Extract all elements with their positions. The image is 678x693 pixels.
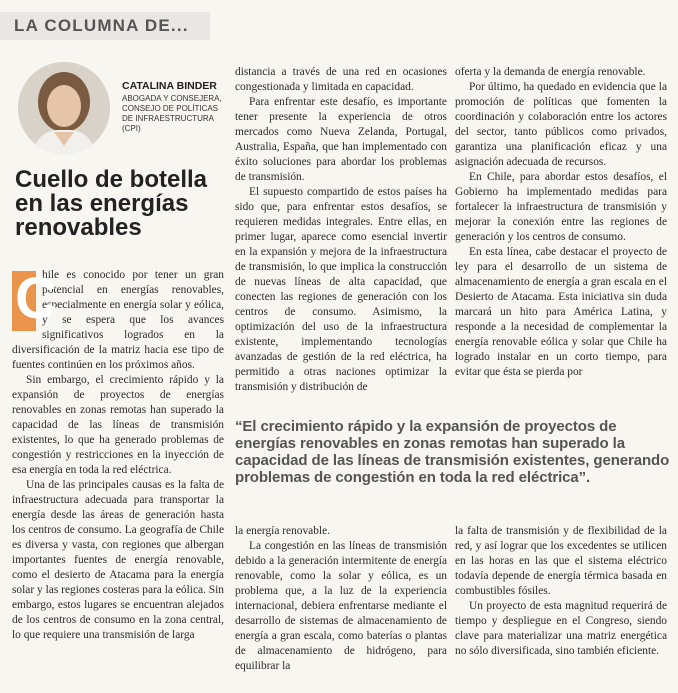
author-photo [18, 62, 110, 154]
article-headline: Cuello de botella en las energías renovables [15, 166, 208, 241]
paragraph: Sin embargo, el crecimiento rápido y la expansión de proyectos de energías renovables en zonas remotas han superado la capacidad de las líneas de transmisión existentes, lo que ha generado problemas de congestión y restricciones en la inyección de esa energía en toda la red eléctrica. [12, 374, 224, 476]
paragraph: distancia a través de una red en ocasiones congestionada y limitada en capacidad. [235, 66, 447, 93]
article-column-3 [455, 65, 667, 380]
article-column-3-continued [455, 524, 667, 659]
paragraph: La congestión en las líneas de transmisión debido a la generación intermitente de energía renovable, como la solar y eólica, es un problema que, a la luz de la experiencia internacional, debiera enfrentarse mediante el desarrollo de sistemas de almacenamiento de energía a gran escala, como baterías o plantas de almacenamiento de hidrógeno, para equilibrar la [235, 540, 447, 672]
article-column-2-continued [235, 524, 447, 674]
author-role: ABOGADA Y CONSEJERA, CONSEJO DE POLÍTICAS DE INFRAESTRUCTURA (CPI) [122, 94, 222, 133]
paragraph: la falta de transmisión y de flexibilidad de la red, y así lograr que los excedentes se utilicen en las horas en las que el sistema eléctrico todavía depende de energía térmica basada en combustibles fósiles. [455, 525, 667, 597]
article-column-2 [235, 65, 447, 395]
pull-quote: “El crecimiento rápido y la expansión de proyectos de energías renovables en zonas remotas han superado la capacidad de las líneas de transmisión existentes, generando problemas de congestión en toda la red eléctrica”. [235, 418, 670, 486]
section-header [0, 12, 210, 40]
paragraph: Una de las principales causas es la falta de infraestructura adecuada para transportar la energía desde las áreas de generación hasta los centros de consumo. La geografía de Chile es diversa y vasta, con regiones que albergan importantes fuentes de energía renovable, como el desierto de Atacama para la energía solar y las regiones costeras para la eólica. Sin embargo, estos lugares se encuentran alejados de los centros de consumo en la zona central, lo que requiere una transmisión de larga [12, 479, 224, 641]
author-name: CATALINA BINDER [122, 80, 217, 92]
paragraph: En Chile, para abordar estos desafíos, el Gobierno ha implementado medidas para fortalecer la infraestructura de transmisión y mejorar la conexión entre las regiones de generación y los centros de consumo. [455, 171, 667, 243]
author-info [122, 80, 230, 134]
section-label: LA COLUMNA DE... [14, 16, 189, 35]
paragraph: C hile es conocido por tener un gran potencial en energías renovables, especialmente en energía solar y eólica, y se espera que los avances significativos logrados en la diversificación de la matriz hacia ese tipo de fuentes continúen en los próximos años. [12, 266, 224, 371]
paragraph: Un proyecto de esta magnitud requerirá de tiempo y despliegue en el Congreso, siendo clave para materializar una matriz energética no sólo diversificada, sino también eficiente. [455, 600, 667, 657]
article-column-1 [12, 268, 224, 643]
paragraph: oferta y la demanda de energía renovable. [455, 66, 646, 78]
drop-cap: C [12, 271, 36, 331]
paragraph: la energía renovable. [235, 525, 330, 537]
paragraph: En esta línea, cabe destacar el proyecto de ley para el desarrollo de un sistema de almacenamiento de energía a gran escala en el Desierto de Atacama. Esta iniciativa sin duda marcará un hito para América Latina, y responde a la necesidad de complementar la energía renovable eólica y solar que Chile ha logrado instalar en un corto tiempo, para evitar que ésta se pierda por [455, 246, 667, 378]
paragraph: El supuesto compartido de estos países ha sido que, para enfrentar estos desafíos, se requieren medidas integrales. Entre ellas, en primer lugar, aparece como esencial invertir en la expansión y mejora de la infraestructura de transmisión, lo que implica la construcción de nuevas líneas de alta capacidad, que conecten las regiones de generación con los centros de consumo. Asimismo, la optimización del uso de la infraestructura existente, implementando tecnologías avanzadas de gestión de la red eléctrica, ha permitido a otras naciones optimizar la transmisión y distribución de [235, 186, 447, 393]
paragraph: Por último, ha quedado en evidencia que la promoción de políticas que fomenten la coordinación y colaboración entre los actores del sector, tanto públicos como privados, garantiza una planificación eficaz y una asignación adecuada de recursos. [455, 81, 667, 168]
paragraph: Para enfrentar este desafío, es importante tener presente la experiencia de otros mercados como Nueva Zelanda, Portugal, Australia, España, que han implementado con éxito soluciones para abordar los problemas de transmisión. [235, 96, 447, 183]
